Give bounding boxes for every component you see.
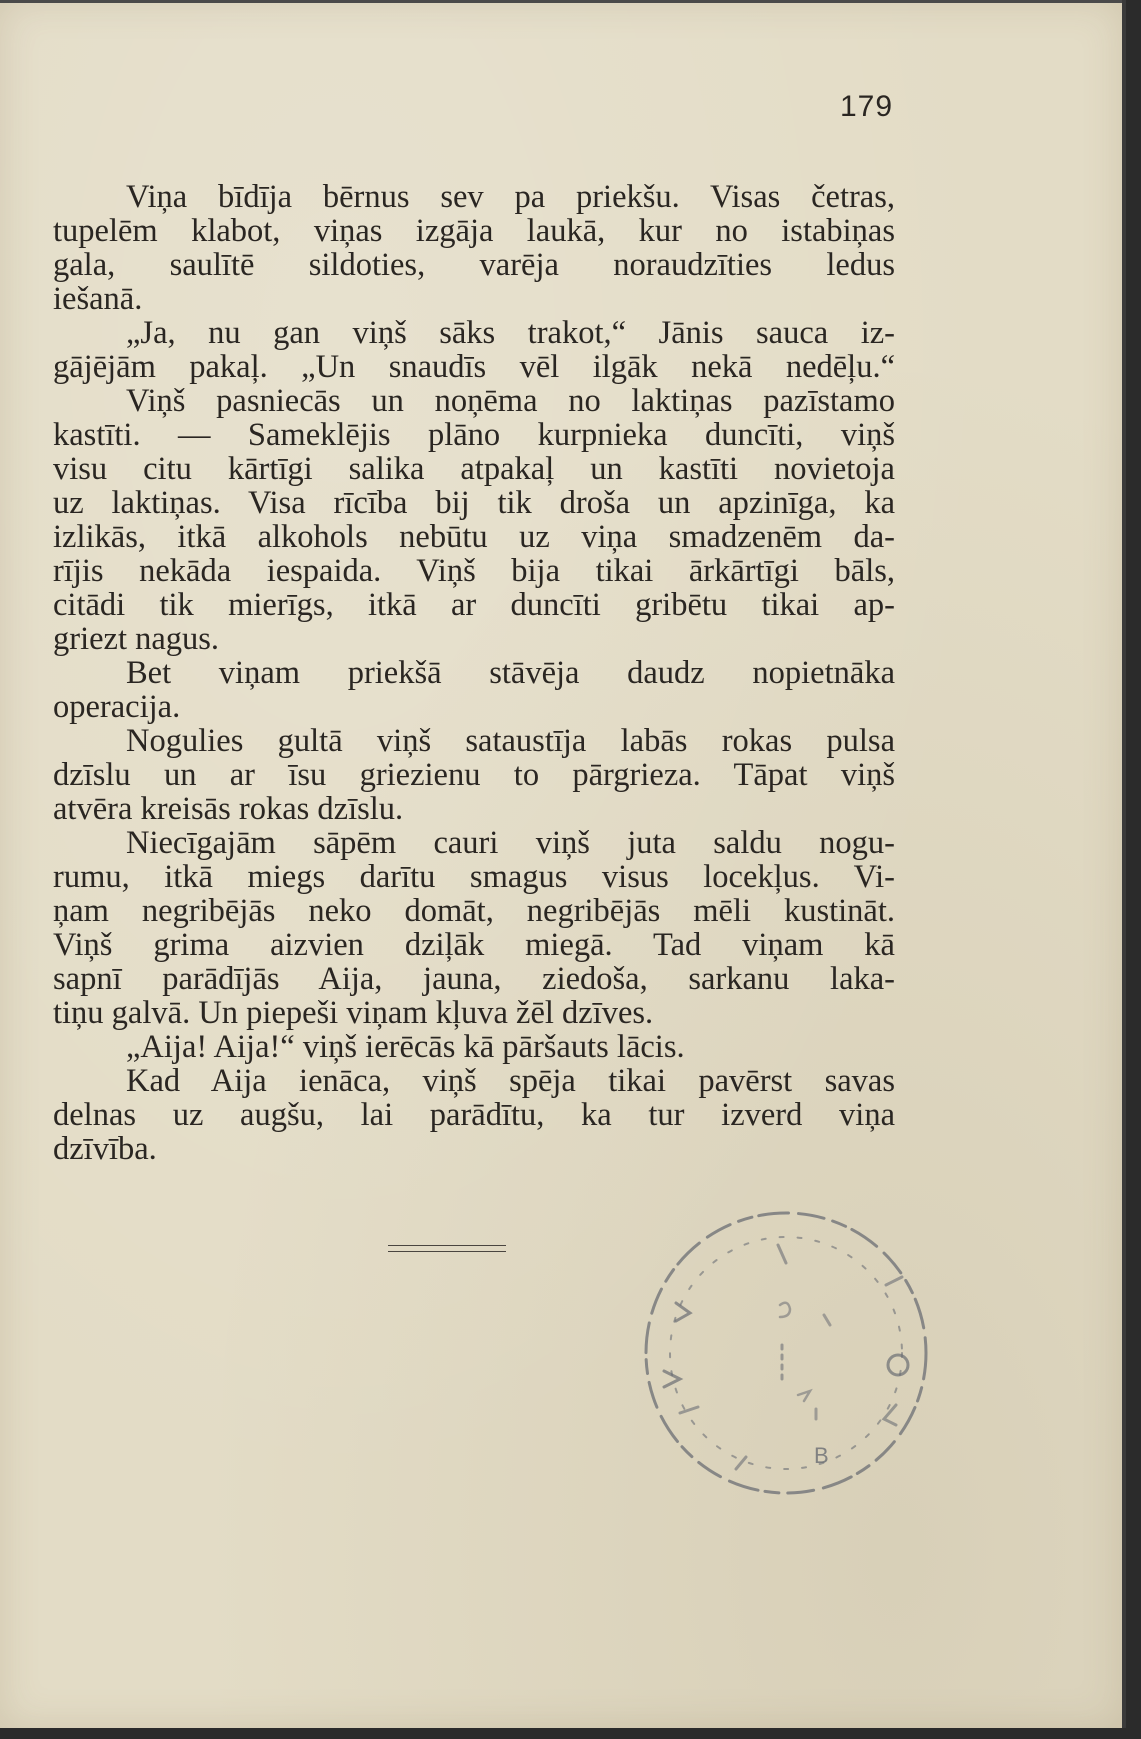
text-line: dzīslu un ar īsu griezienu to pārgrieza. Tāpat viņš — [53, 757, 895, 793]
text-line: ņam negribējās neko domāt, negribējās mēli kustināt. — [53, 893, 895, 929]
text-line: visu citu kārtīgi salika atpakaļ un kastīti novietoja — [53, 451, 895, 487]
text-line: kastīti. — Sameklējis plāno kurpnieka duncīti, viņš — [53, 417, 895, 453]
text-line: rumu, itkā miegs darītu smagus visus locekļus. Vi- — [53, 859, 895, 895]
text-line: Viņa bīdīja bērnus sev pa priekšu. Visas četras, — [126, 179, 895, 215]
top-edge-rule — [0, 0, 1122, 3]
text-line: gala, saulītē sildoties, varēja noraudzīties ledus — [53, 247, 895, 283]
text-line: Nogulies gultā viņš sataustīja labās rokas pulsa — [126, 723, 895, 759]
text-line: iešanā. — [53, 281, 143, 317]
end-rule-double — [388, 1251, 506, 1252]
text-line: „Aija! Aija!“ viņš ierēcās kā pāršauts lācis. — [126, 1029, 685, 1065]
text-line: Kad Aija ienāca, viņš spēja tikai pavērst savas — [126, 1063, 895, 1099]
text-line: izlikās, itkā alkohols nebūtu uz viņa smadzenēm da- — [53, 519, 895, 555]
text-line: citādi tik mierīgs, itkā ar duncīti gribētu tikai ap- — [53, 587, 895, 623]
text-line: operacija. — [53, 689, 181, 725]
text-line: atvēra kreisās rokas dzīslu. — [53, 791, 404, 827]
text-line: uz laktiņas. Visa rīcība bij tik droša un apzinīga, ka — [53, 485, 895, 521]
library-stamp-icon — [628, 1195, 943, 1510]
page-number: 179 — [840, 90, 894, 123]
text-line: tiņu galvā. Un piepeši viņam kļuva žēl dzīves. — [53, 995, 654, 1031]
text-line: Viņš pasniecās un noņēma no laktiņas pazīstamo — [126, 383, 895, 419]
svg-text:B: B — [814, 1443, 829, 1468]
text-line: tupelēm klabot, viņas izgāja laukā, kur no istabiņas — [53, 213, 895, 249]
text-line: gājējām pakaļ. „Un snaudīs vēl ilgāk nekā nedēļu.“ — [53, 349, 895, 385]
end-rule — [388, 1245, 506, 1246]
text-line: delnas uz augšu, lai parādītu, ka tur izverd viņa — [53, 1097, 895, 1133]
text-line: sapnī parādījās Aija, jauna, ziedoša, sarkanu laka- — [53, 961, 895, 997]
text-line: Bet viņam priekšā stāvēja daudz nopietnāka — [126, 655, 895, 691]
text-line: griezt nagus. — [53, 621, 220, 657]
body-text — [53, 180, 895, 1166]
text-line: „Ja, nu gan viņš sāks trakot,“ Jānis sauca iz- — [126, 315, 895, 351]
text-line: dzīvība. — [53, 1131, 157, 1167]
text-line: Viņš grima aizvien dziļāk miegā. Tad viņam kā — [53, 927, 895, 963]
text-line: rījis nekāda iespaida. Viņš bija tikai ārkārtīgi bāls, — [53, 553, 895, 589]
text-line: Niecīgajām sāpēm cauri viņš juta saldu nogu- — [126, 825, 895, 861]
